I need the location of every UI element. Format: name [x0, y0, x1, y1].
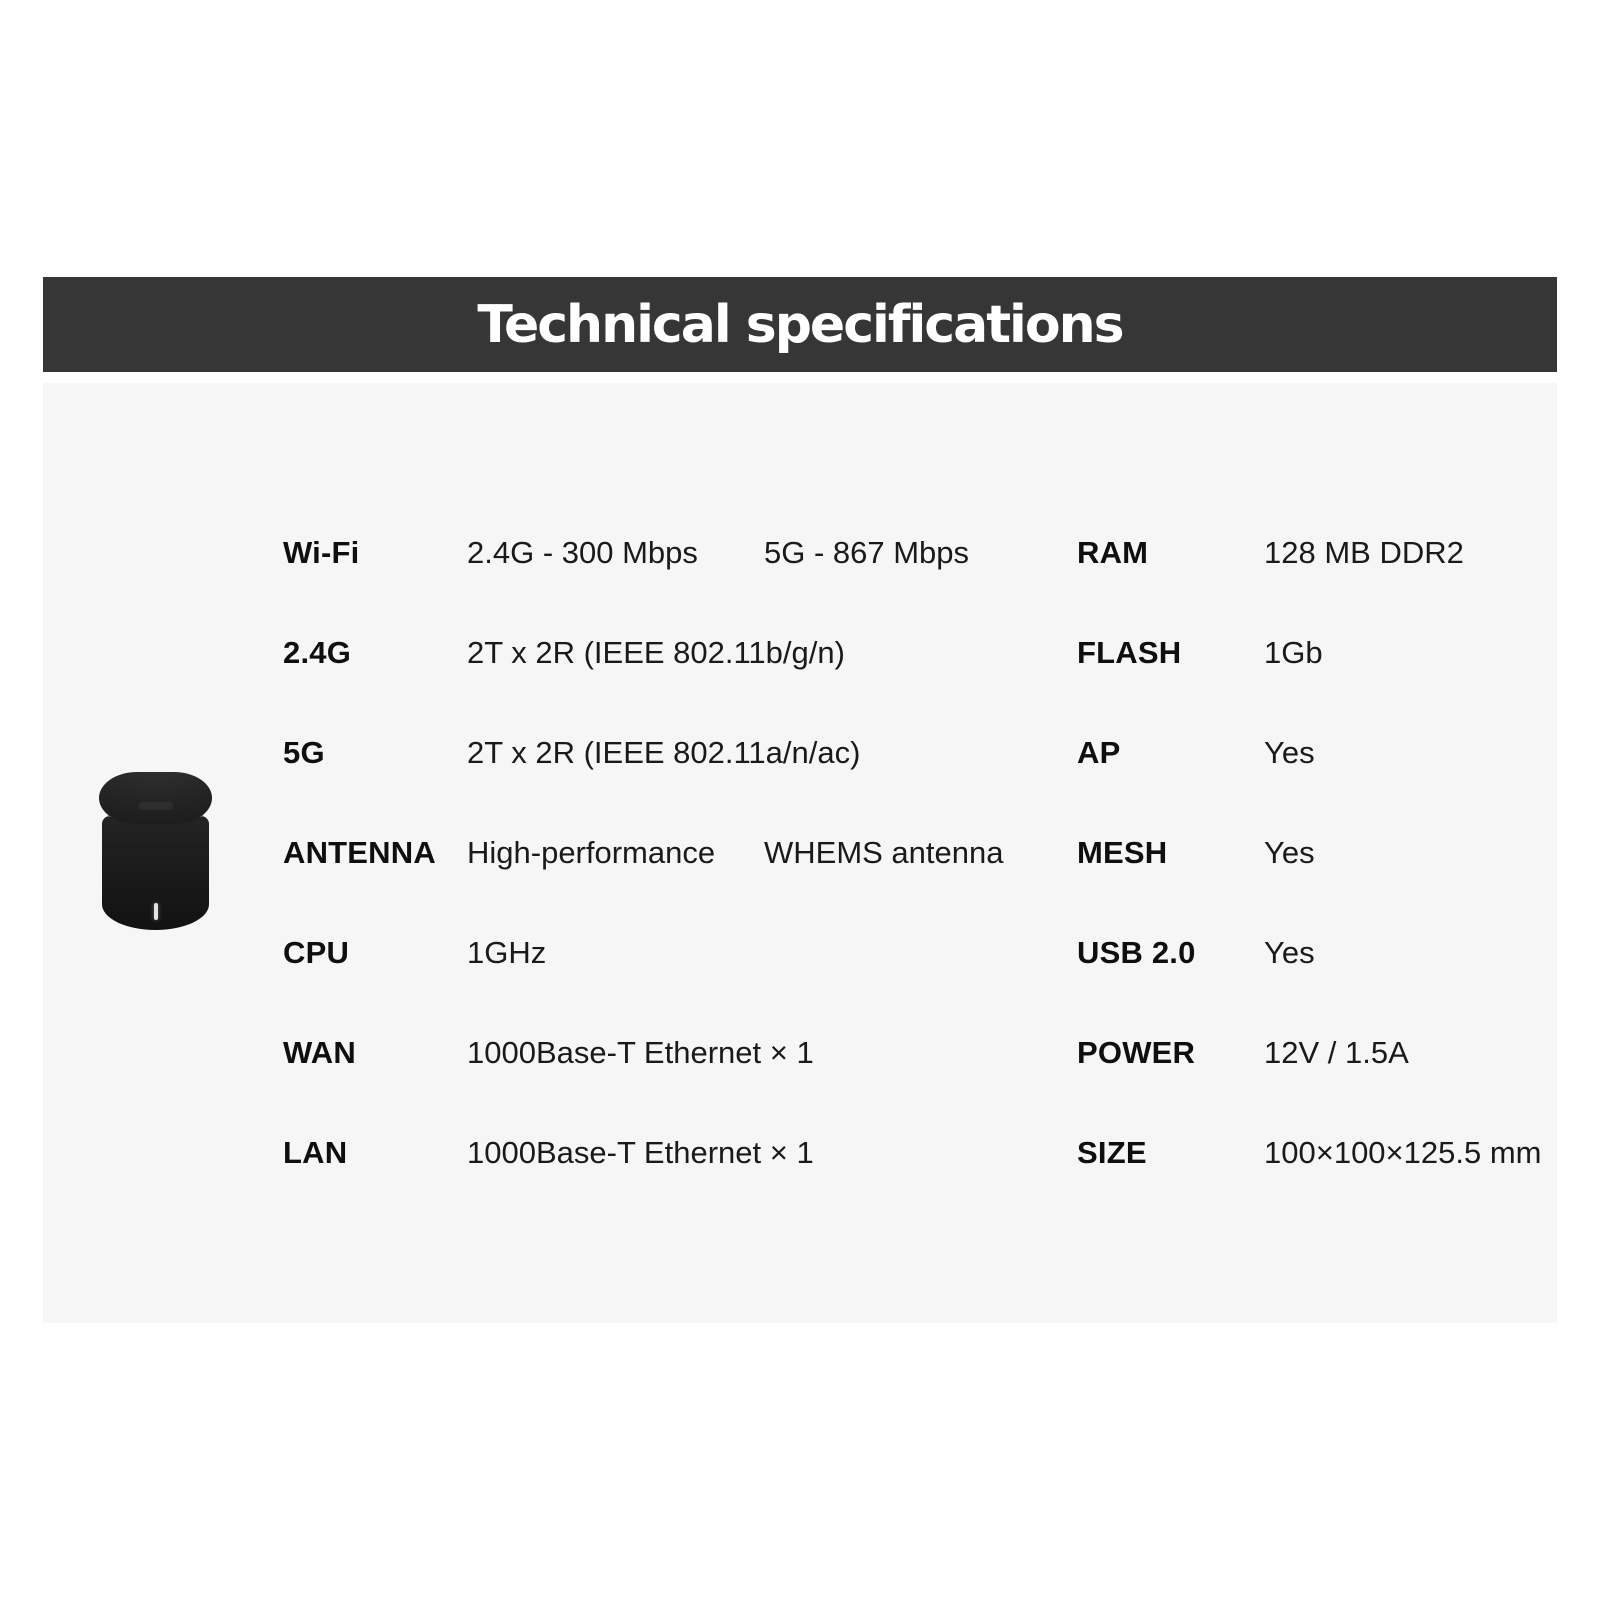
specs-panel [43, 383, 1557, 1323]
spec-row [283, 603, 1023, 703]
spec-table-left [283, 503, 1023, 1203]
spec-value: 1000Base-T Ethernet × 1 [467, 1035, 814, 1070]
spec-row [283, 1103, 1023, 1203]
spec-value: 2T x 2R (IEEE 802.11b/g/n) [467, 635, 845, 670]
spec-value-secondary: 5G - 867 Mbps [764, 535, 970, 570]
spec-value: Yes [1264, 835, 1315, 870]
spec-label: POWER [1077, 1035, 1196, 1070]
spec-value: 2.4G - 300 Mbps [467, 535, 698, 570]
spec-value: High-performance [467, 835, 716, 870]
spec-row [1077, 1003, 1547, 1103]
spec-label: LAN [283, 1135, 348, 1170]
spec-label: SIZE [1077, 1135, 1147, 1170]
spec-row [1077, 803, 1547, 903]
spec-row [283, 803, 1023, 903]
spec-row [283, 903, 1023, 1003]
device-logo-mark [139, 802, 173, 810]
spec-label: 5G [283, 735, 325, 770]
router-product-image [99, 772, 212, 930]
spec-table-right [1077, 503, 1547, 1203]
spec-row [1077, 503, 1547, 603]
spec-label: MESH [1077, 835, 1168, 870]
spec-row [1077, 903, 1547, 1003]
spec-value: 1000Base-T Ethernet × 1 [467, 1135, 814, 1170]
spec-label: AP [1077, 735, 1121, 770]
spec-label: CPU [283, 935, 350, 970]
spec-value: Yes [1264, 735, 1315, 770]
spec-value-secondary: WHEMS antenna [764, 835, 1004, 870]
spec-value: 1Gb [1264, 635, 1323, 670]
header-bar [43, 277, 1557, 372]
spec-row [283, 1003, 1023, 1103]
spec-label: RAM [1077, 535, 1149, 570]
spec-label: 2.4G [283, 635, 352, 670]
spec-label: WAN [283, 1035, 356, 1070]
spec-row [1077, 1103, 1547, 1203]
spec-value: 100×100×125.5 mm [1264, 1135, 1542, 1170]
spec-row [283, 703, 1023, 803]
page-title: Technical specifications [477, 294, 1123, 355]
device-led-indicator [154, 903, 158, 920]
device-lid [99, 772, 212, 824]
spec-label: Wi-Fi [283, 535, 360, 570]
spec-row [283, 503, 1023, 603]
spec-label: ANTENNA [283, 835, 436, 870]
spec-label: USB 2.0 [1077, 935, 1196, 970]
spec-value: Yes [1264, 935, 1315, 970]
spec-value: 128 MB DDR2 [1264, 535, 1464, 570]
spec-label: FLASH [1077, 635, 1182, 670]
spec-row [1077, 603, 1547, 703]
spec-value: 2T x 2R (IEEE 802.11a/n/ac) [467, 735, 861, 770]
spec-value: 12V / 1.5A [1264, 1035, 1409, 1070]
spec-value: 1GHz [467, 935, 547, 970]
spec-row [1077, 703, 1547, 803]
